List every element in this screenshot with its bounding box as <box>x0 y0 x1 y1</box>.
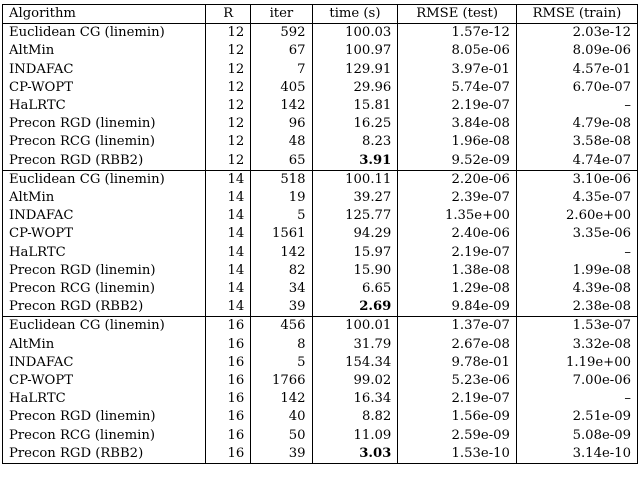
cell-rank: 12 <box>206 79 251 97</box>
cell-algorithm: CP-WOPT <box>3 372 206 390</box>
cell-rmse-train: – <box>516 244 637 262</box>
cell-algorithm: CP-WOPT <box>3 225 206 243</box>
cell-rmse-test: 2.20e-06 <box>398 170 517 189</box>
column-header-time: time (s) <box>312 5 398 24</box>
cell-rmse-test: 3.97e-01 <box>398 61 517 79</box>
cell-time: 125.77 <box>312 207 398 225</box>
table-row <box>3 317 638 336</box>
cell-time: 129.91 <box>312 61 398 79</box>
table-body <box>3 24 638 464</box>
table-row <box>3 336 638 354</box>
cell-iter: 405 <box>251 79 312 97</box>
cell-iter: 5 <box>251 207 312 225</box>
cell-rank: 12 <box>206 133 251 151</box>
cell-rmse-test: 1.29e-08 <box>398 280 517 298</box>
cell-rank: 16 <box>206 336 251 354</box>
cell-algorithm: Precon RGD (RBB2) <box>3 298 206 317</box>
cell-algorithm: AltMin <box>3 189 206 207</box>
cell-algorithm: INDAFAC <box>3 354 206 372</box>
table-row <box>3 61 638 79</box>
table-row <box>3 152 638 171</box>
cell-time: 3.03 <box>312 445 398 464</box>
cell-algorithm: HaLRTC <box>3 97 206 115</box>
cell-time: 39.27 <box>312 189 398 207</box>
cell-time: 6.65 <box>312 280 398 298</box>
cell-iter: 67 <box>251 42 312 60</box>
cell-algorithm: INDAFAC <box>3 207 206 225</box>
cell-algorithm: CP-WOPT <box>3 79 206 97</box>
cell-algorithm: Precon RGD (linemin) <box>3 115 206 133</box>
cell-iter: 5 <box>251 354 312 372</box>
table-header <box>3 5 638 24</box>
cell-rmse-train: 1.19e+00 <box>516 354 637 372</box>
cell-rank: 14 <box>206 262 251 280</box>
cell-rmse-train: 3.58e-08 <box>516 133 637 151</box>
cell-rmse-train: 4.35e-07 <box>516 189 637 207</box>
table-row <box>3 79 638 97</box>
cell-rmse-test: 5.23e-06 <box>398 372 517 390</box>
table-row <box>3 445 638 464</box>
cell-rmse-test: 2.19e-07 <box>398 390 517 408</box>
cell-algorithm: Euclidean CG (linemin) <box>3 170 206 189</box>
cell-rmse-test: 8.05e-06 <box>398 42 517 60</box>
cell-rank: 16 <box>206 408 251 426</box>
cell-rank: 16 <box>206 354 251 372</box>
cell-iter: 39 <box>251 298 312 317</box>
cell-time: 15.90 <box>312 262 398 280</box>
cell-rmse-train: 4.79e-08 <box>516 115 637 133</box>
cell-rmse-test: 9.52e-09 <box>398 152 517 171</box>
cell-algorithm: AltMin <box>3 336 206 354</box>
table-row <box>3 170 638 189</box>
table-row <box>3 262 638 280</box>
cell-time: 15.97 <box>312 244 398 262</box>
table-row <box>3 280 638 298</box>
cell-algorithm: Precon RCG (linemin) <box>3 280 206 298</box>
cell-time: 8.23 <box>312 133 398 151</box>
cell-iter: 39 <box>251 445 312 464</box>
table-row <box>3 354 638 372</box>
cell-algorithm: AltMin <box>3 42 206 60</box>
cell-algorithm: Euclidean CG (linemin) <box>3 317 206 336</box>
header-row <box>3 5 638 24</box>
table-row <box>3 244 638 262</box>
cell-rank: 16 <box>206 317 251 336</box>
cell-time: 3.91 <box>312 152 398 171</box>
cell-rank: 12 <box>206 42 251 60</box>
cell-rank: 12 <box>206 61 251 79</box>
cell-rmse-train: 3.14e-10 <box>516 445 637 464</box>
cell-rmse-train: 2.38e-08 <box>516 298 637 317</box>
cell-rank: 14 <box>206 280 251 298</box>
cell-algorithm: Euclidean CG (linemin) <box>3 24 206 43</box>
cell-rmse-train: 7.00e-06 <box>516 372 637 390</box>
cell-rank: 16 <box>206 445 251 464</box>
cell-time: 100.01 <box>312 317 398 336</box>
cell-algorithm: Precon RGD (RBB2) <box>3 152 206 171</box>
cell-rmse-train: 5.08e-09 <box>516 427 637 445</box>
cell-rank: 14 <box>206 225 251 243</box>
cell-time: 29.96 <box>312 79 398 97</box>
column-header-iter: iter <box>251 5 312 24</box>
cell-iter: 82 <box>251 262 312 280</box>
cell-rmse-test: 1.57e-12 <box>398 24 517 43</box>
cell-iter: 142 <box>251 97 312 115</box>
cell-rank: 12 <box>206 24 251 43</box>
cell-time: 100.03 <box>312 24 398 43</box>
cell-rank: 12 <box>206 152 251 171</box>
column-header-rmse-test: RMSE (test) <box>398 5 517 24</box>
cell-rmse-test: 2.67e-08 <box>398 336 517 354</box>
cell-iter: 19 <box>251 189 312 207</box>
cell-iter: 7 <box>251 61 312 79</box>
cell-rank: 12 <box>206 115 251 133</box>
cell-iter: 142 <box>251 244 312 262</box>
cell-algorithm: HaLRTC <box>3 390 206 408</box>
cell-iter: 592 <box>251 24 312 43</box>
cell-rmse-test: 1.56e-09 <box>398 408 517 426</box>
cell-time: 16.25 <box>312 115 398 133</box>
table-row <box>3 372 638 390</box>
cell-algorithm: Precon RGD (linemin) <box>3 408 206 426</box>
cell-algorithm: Precon RGD (linemin) <box>3 262 206 280</box>
cell-iter: 1561 <box>251 225 312 243</box>
table-row <box>3 298 638 317</box>
results-table <box>2 4 638 464</box>
table-row <box>3 97 638 115</box>
cell-rmse-test: 1.37e-07 <box>398 317 517 336</box>
cell-iter: 50 <box>251 427 312 445</box>
cell-rank: 16 <box>206 427 251 445</box>
cell-rank: 14 <box>206 207 251 225</box>
cell-iter: 40 <box>251 408 312 426</box>
cell-rmse-train: 2.51e-09 <box>516 408 637 426</box>
cell-iter: 96 <box>251 115 312 133</box>
cell-rank: 12 <box>206 97 251 115</box>
table-row <box>3 115 638 133</box>
cell-rmse-train: – <box>516 390 637 408</box>
cell-algorithm: Precon RGD (RBB2) <box>3 445 206 464</box>
cell-rmse-test: 9.78e-01 <box>398 354 517 372</box>
cell-iter: 456 <box>251 317 312 336</box>
table-row <box>3 427 638 445</box>
table-row <box>3 189 638 207</box>
table-row <box>3 24 638 43</box>
cell-time: 15.81 <box>312 97 398 115</box>
table-row <box>3 207 638 225</box>
cell-rank: 14 <box>206 170 251 189</box>
cell-rmse-test: 3.84e-08 <box>398 115 517 133</box>
cell-time: 100.97 <box>312 42 398 60</box>
column-header-rmse-train: RMSE (train) <box>516 5 637 24</box>
cell-time: 99.02 <box>312 372 398 390</box>
cell-rmse-test: 1.38e-08 <box>398 262 517 280</box>
cell-rank: 14 <box>206 244 251 262</box>
cell-time: 31.79 <box>312 336 398 354</box>
cell-time: 8.82 <box>312 408 398 426</box>
cell-rmse-test: 9.84e-09 <box>398 298 517 317</box>
cell-rmse-train: – <box>516 97 637 115</box>
cell-iter: 34 <box>251 280 312 298</box>
cell-rmse-train: 2.03e-12 <box>516 24 637 43</box>
cell-rmse-test: 5.74e-07 <box>398 79 517 97</box>
cell-time: 94.29 <box>312 225 398 243</box>
cell-rmse-test: 1.53e-10 <box>398 445 517 464</box>
cell-rmse-test: 2.19e-07 <box>398 244 517 262</box>
cell-algorithm: Precon RCG (linemin) <box>3 427 206 445</box>
cell-algorithm: Precon RCG (linemin) <box>3 133 206 151</box>
column-header-rank: R <box>206 5 251 24</box>
cell-iter: 518 <box>251 170 312 189</box>
cell-iter: 8 <box>251 336 312 354</box>
table-row <box>3 408 638 426</box>
cell-iter: 142 <box>251 390 312 408</box>
cell-rmse-train: 4.39e-08 <box>516 280 637 298</box>
cell-time: 11.09 <box>312 427 398 445</box>
cell-rmse-train: 3.32e-08 <box>516 336 637 354</box>
cell-rmse-test: 2.19e-07 <box>398 97 517 115</box>
cell-rmse-test: 1.35e+00 <box>398 207 517 225</box>
cell-algorithm: INDAFAC <box>3 61 206 79</box>
cell-rmse-train: 4.74e-07 <box>516 152 637 171</box>
cell-iter: 65 <box>251 152 312 171</box>
table-row <box>3 133 638 151</box>
cell-time: 16.34 <box>312 390 398 408</box>
cell-time: 100.11 <box>312 170 398 189</box>
cell-rank: 14 <box>206 189 251 207</box>
table-row <box>3 390 638 408</box>
cell-algorithm: HaLRTC <box>3 244 206 262</box>
cell-rmse-test: 2.59e-09 <box>398 427 517 445</box>
cell-rmse-test: 1.96e-08 <box>398 133 517 151</box>
cell-rmse-train: 3.35e-06 <box>516 225 637 243</box>
cell-rmse-test: 2.39e-07 <box>398 189 517 207</box>
cell-rmse-train: 1.99e-08 <box>516 262 637 280</box>
cell-rmse-train: 1.53e-07 <box>516 317 637 336</box>
cell-rank: 16 <box>206 372 251 390</box>
column-header-algorithm: Algorithm <box>3 5 206 24</box>
cell-rmse-test: 2.40e-06 <box>398 225 517 243</box>
cell-rmse-train: 8.09e-06 <box>516 42 637 60</box>
cell-rmse-train: 6.70e-07 <box>516 79 637 97</box>
cell-iter: 48 <box>251 133 312 151</box>
cell-rank: 14 <box>206 298 251 317</box>
cell-rank: 16 <box>206 390 251 408</box>
table-row <box>3 42 638 60</box>
table-row <box>3 225 638 243</box>
cell-rmse-train: 4.57e-01 <box>516 61 637 79</box>
cell-time: 2.69 <box>312 298 398 317</box>
cell-time: 154.34 <box>312 354 398 372</box>
cell-rmse-train: 2.60e+00 <box>516 207 637 225</box>
cell-iter: 1766 <box>251 372 312 390</box>
cell-rmse-train: 3.10e-06 <box>516 170 637 189</box>
